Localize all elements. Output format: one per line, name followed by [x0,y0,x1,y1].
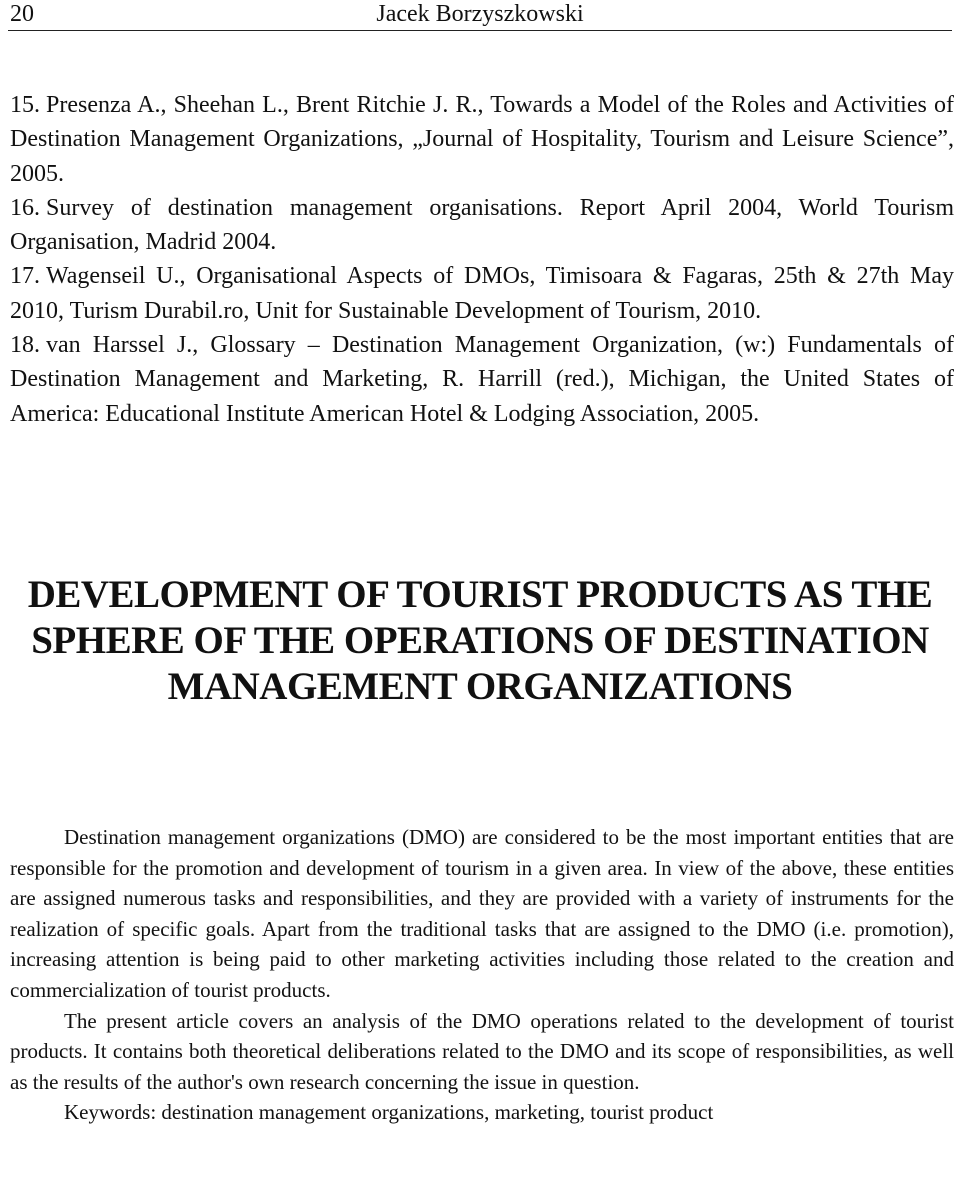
reference-text: van Harssel J., Glossary – Destination Management Organization, (w:) Fundamentals of Destination Management and Marketing, R. Harrill (red.), Michigan, the United States of America: Educational Institute American Hotel & Lodging Association, 2005. [10,332,954,427]
reference-number: 18. [10,332,40,359]
reference-item [10,259,954,328]
reference-text: Presenza A., Sheehan L., Brent Ritchie J. R., Towards a Model of the Roles and Activities of Destination Management Organizations, „Journal of Hospitality, Tourism and Leisure Science”, 2005. [10,92,954,187]
abstract [10,822,954,1128]
reference-number: 16. [10,194,40,221]
reference-number: 15. [10,92,40,118]
abstract-paragraph: Destination management organizations (DMO) are considered to be the most important entities that are responsible for the promotion and development of tourism in a given area. In view of the above, these entities are assigned numerous tasks and responsibilities, and they are provided with a variety of instruments for the realization of specific goals. Apart from the traditional tasks that are assigned to the DMO (i.e. promotion), increasing attention is being paid to other marketing activities including those related to the creation and commercialization of tourist products. [10,825,954,1002]
reference-item [10,88,954,191]
article-title: DEVELOPMENT OF TOURIST PRODUCTS AS THE SPHERE OF THE OPERATIONS OF DESTINATION MANAGEMENT ORGANIZATIONS [27,573,933,708]
keywords: Keywords: destination management organizations, marketing, tourist product [64,1100,714,1125]
reference-list [10,88,954,431]
reference-text: Wagenseil U., Organisational Aspects of DMOs, Timisoara & Fagaras, 25th & 27th May 2010, Turism Durabil.ro, Unit for Sustainable Development of Tourism, 2010. [10,263,954,324]
reference-number: 17. [10,263,40,290]
reference-item [10,328,954,431]
reference-item [10,191,954,260]
running-header [8,0,952,31]
abstract-paragraph: The present article covers an analysis of the DMO operations related to the development of tourist products. It contains both theoretical deliberations related to the DMO and its scope of responsibilities, as well as the results of the author's own research concerning the issue in question. [10,1008,954,1094]
running-head-author: Jacek Borzyszkowski [376,1,584,27]
reference-text: Survey of destination management organisations. Report April 2004, World Tourism Organisation, Madrid 2004. [10,194,954,256]
page-number: 20 [10,1,34,27]
